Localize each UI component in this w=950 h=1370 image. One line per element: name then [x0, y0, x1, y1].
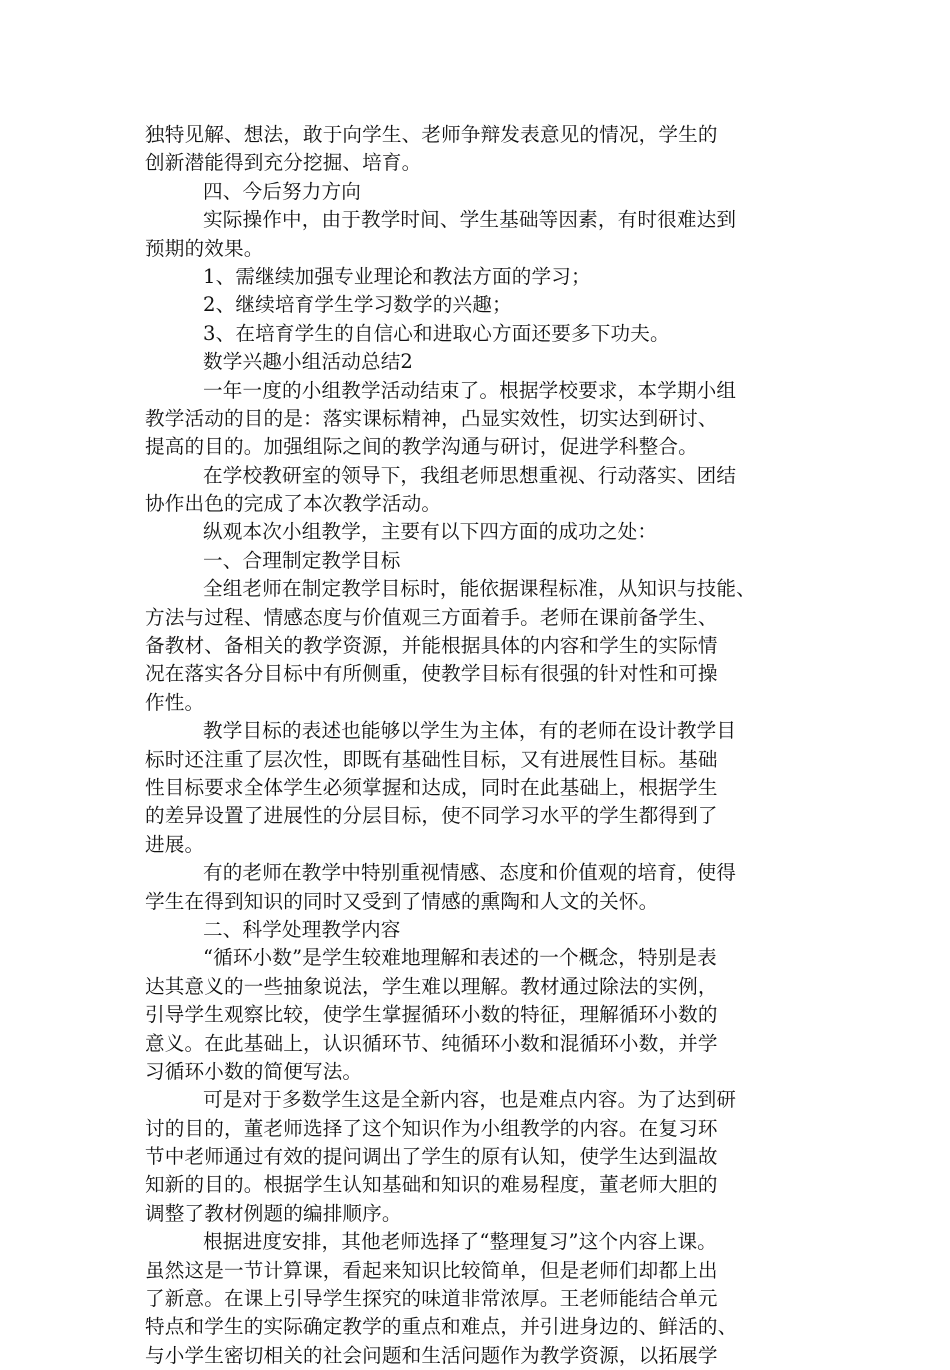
text-line: 虽然这是一节计算课，看起来知识比较简单，但是老师们却都上出: [145, 1258, 718, 1282]
text-line: 学生在得到知识的同时又受到了情感的熏陶和人文的关怀。: [145, 889, 659, 913]
text-line: 况在落实各分目标中有所侧重，使教学目标有很强的针对性和可操: [145, 662, 718, 686]
text-line: 引导学生观察比较，使学生掌握循环小数的特征，理解循环小数的: [145, 1003, 718, 1027]
text-line: 标时还注重了层次性，即既有基础性目标，又有进展性目标。基础: [145, 747, 718, 771]
text-line: 提高的目的。加强组际之间的教学沟通与研讨，促进学科整合。: [145, 435, 698, 459]
text-line: 进展。: [145, 832, 205, 856]
text-line: 全组老师在制定教学目标时，能依据课程标准，从知识与技能、: [203, 577, 756, 601]
text-line: 了新意。在课上引导学生探究的味道非常浓厚。王老师能结合单元: [145, 1287, 718, 1311]
text-line: 独特见解、想法，敢于向学生、老师争辩发表意见的情况，学生的: [145, 123, 718, 146]
text-line: 教学活动的目的是：落实课标精神，凸显实效性，切实达到研讨、: [145, 406, 718, 430]
text-line: 根据进度安排，其他老师选择了“整理复习”这个内容上课。: [203, 1230, 717, 1254]
text-line: 备教材、备相关的教学资源，并能根据具体的内容和学生的实际情: [145, 634, 718, 658]
text-line: 调整了教材例题的编排顺序。: [145, 1201, 402, 1225]
text-line: 讨的目的，董老师选择了这个知识作为小组教学的内容。在复习环: [145, 1116, 718, 1140]
text-line: 实际操作中，由于教学时间、学生基础等因素，有时很难达到: [203, 208, 737, 232]
text-line: 性目标要求全体学生必须掌握和达成，同时在此基础上，根据学生: [145, 775, 718, 799]
text-line: 达其意义的一些抽象说法，学生难以理解。教材通过除法的实例，: [145, 974, 718, 998]
text-line: 二、科学处理教学内容: [203, 917, 401, 941]
text-line: 3、在培育学生的自信心和进取心方面还要多下功夫。: [203, 321, 670, 345]
text-line: 知新的目的。根据学生认知基础和知识的难易程度，董老师大胆的: [145, 1173, 718, 1197]
text-line: 习循环小数的简便写法。: [145, 1059, 363, 1083]
text-line: 与小学生密切相关的社会问题和生活问题作为教学资源，以拓展学: [145, 1343, 718, 1367]
text-line: 1、需继续加强专业理论和教法方面的学习；: [203, 264, 591, 288]
text-line: “循环小数”是学生较难地理解和表述的一个概念，特别是表: [203, 946, 717, 970]
text-line: 一年一度的小组教学活动结束了。根据学校要求，本学期小组: [203, 378, 737, 402]
text-line: 作性。: [145, 690, 205, 714]
text-line: 特点和学生的实际确定教学的重点和难点，并引进身边的、鲜活的、: [145, 1315, 738, 1339]
text-line: 教学目标的表述也能够以学生为主体，有的老师在设计教学目: [203, 719, 737, 743]
text-line: 纵观本次小组教学，主要有以下四方面的成功之处：: [203, 520, 658, 544]
text-line: 创新潜能得到充分挖掘、培育。: [145, 151, 422, 175]
text-line: 方法与过程、情感态度与价值观三方面着手。老师在课前备学生、: [145, 605, 718, 629]
text-line: 可是对于多数学生这是全新内容，也是难点内容。为了达到研: [203, 1088, 737, 1112]
text-line: 预期的效果。: [145, 236, 264, 260]
text-line: 四、今后努力方向: [203, 179, 361, 203]
text-line: 的差异设置了进展性的分层目标，使不同学习水平的学生都得到了: [145, 804, 718, 828]
text-line: 数学兴趣小组活动总结2: [203, 350, 414, 374]
text-line: 意义。在此基础上，认识循环节、纯循环小数和混循环小数，并学: [145, 1031, 718, 1055]
text-line: 在学校教研室的领导下，我组老师思想重视、行动落实、团结: [203, 463, 737, 487]
text-line: 节中老师通过有效的提问调出了学生的原有认知，使学生达到温故: [145, 1145, 718, 1169]
document-body: [145, 121, 825, 1370]
text-line: 一、合理制定教学目标: [203, 548, 401, 572]
text-line: 协作出色的完成了本次教学活动。: [145, 492, 442, 516]
text-line: 有的老师在教学中特别重视情感、态度和价值观的培育，使得: [203, 861, 737, 885]
text-line: 2、继续培育学生学习数学的兴趣；: [203, 293, 512, 317]
